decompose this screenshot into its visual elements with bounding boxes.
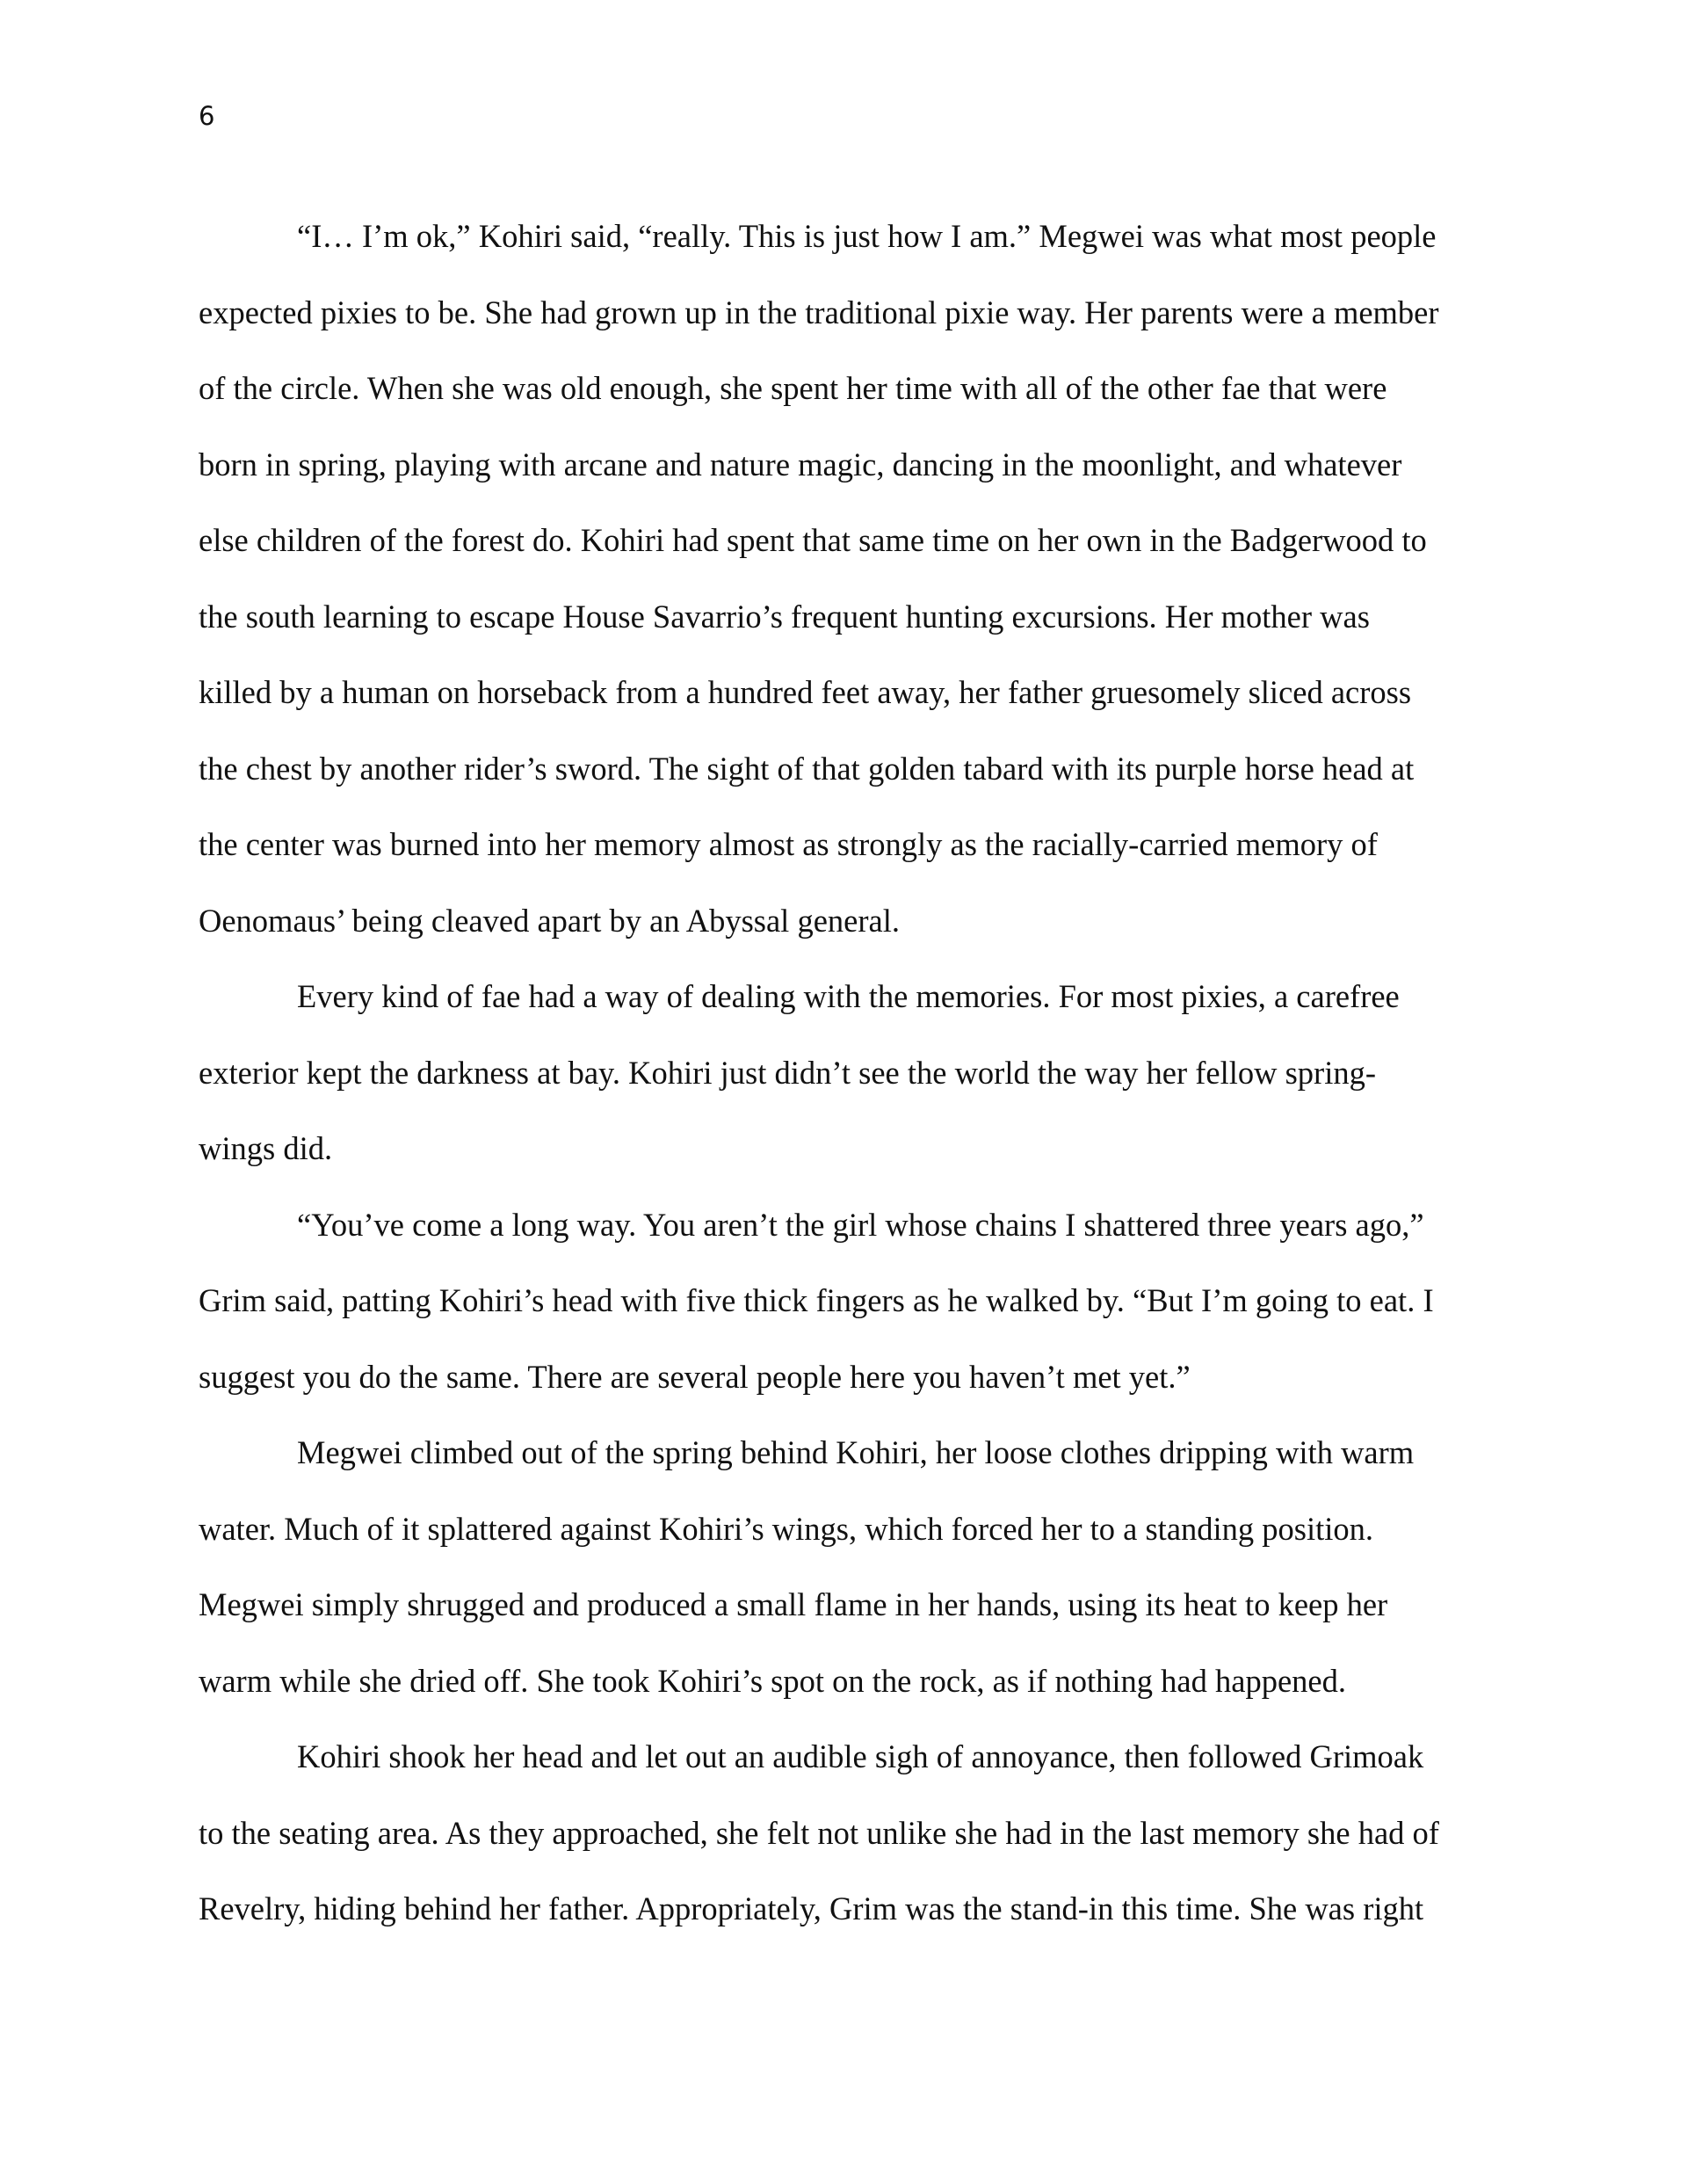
text-line: wings did. xyxy=(199,1130,333,1166)
text-line: “I… I’m ok,” Kohiri said, “really. This is just how I am.” Megwei was what most people xyxy=(297,218,1437,254)
paragraph xyxy=(199,199,1490,959)
text-line: “You’ve come a long way. You aren’t the girl whose chains I shattered three years ago,” xyxy=(297,1206,1424,1243)
paragraph xyxy=(199,1415,1490,1719)
text-line: the chest by another rider’s sword. The sight of that golden tabard with its purple horse head at xyxy=(199,750,1415,787)
text-line: Revelry, hiding behind her father. Appropriately, Grim was the stand-in this time. She was right xyxy=(199,1890,1424,1926)
paragraph xyxy=(199,959,1490,1187)
page-number: 6 xyxy=(199,101,215,131)
text-line: the south learning to escape House Savarrio’s frequent hunting excursions. Her mother was xyxy=(199,598,1370,635)
text-line: expected pixies to be. She had grown up in the traditional pixie way. Her parents were a member xyxy=(199,294,1439,330)
text-line: to the seating area. As they approached, she felt not unlike she had in the last memory she had of xyxy=(199,1814,1439,1851)
text-line: the center was burned into her memory almost as strongly as the racially-carried memory of xyxy=(199,826,1378,862)
text-line: exterior kept the darkness at bay. Kohiri just didn’t see the world the way her fellow spring- xyxy=(199,1054,1377,1091)
text-line: Grim said, patting Kohiri’s head with five thick fingers as he walked by. “But I’m going to eat. I xyxy=(199,1282,1434,1318)
text-line: Megwei simply shrugged and produced a small flame in her hands, using its heat to keep her xyxy=(199,1586,1388,1622)
text-line: of the circle. When she was old enough, she spent her time with all of the other fae that were xyxy=(199,370,1387,406)
text-line: born in spring, playing with arcane and nature magic, dancing in the moonlight, and whatever xyxy=(199,446,1402,483)
text-line: killed by a human on horseback from a hundred feet away, her father gruesomely sliced across xyxy=(199,674,1412,710)
text-line: suggest you do the same. There are several people here you haven’t met yet.” xyxy=(199,1358,1191,1395)
paragraph xyxy=(199,1187,1490,1416)
body-text xyxy=(199,199,1490,1948)
text-line: water. Much of it splattered against Kohiri’s wings, which forced her to a standing position. xyxy=(199,1510,1374,1547)
text-line: Megwei climbed out of the spring behind Kohiri, her loose clothes dripping with warm xyxy=(297,1434,1415,1470)
text-line: Kohiri shook her head and let out an audible sigh of annoyance, then followed Grimoak xyxy=(297,1738,1424,1774)
text-line: warm while she dried off. She took Kohiri’s spot on the rock, as if nothing had happened. xyxy=(199,1662,1346,1699)
text-line: else children of the forest do. Kohiri had spent that same time on her own in the Badgerwood to xyxy=(199,522,1427,558)
text-line: Every kind of fae had a way of dealing with the memories. For most pixies, a carefree xyxy=(297,978,1400,1014)
text-line: Oenomaus’ being cleaved apart by an Abyssal general. xyxy=(199,902,900,939)
paragraph xyxy=(199,1719,1490,1948)
